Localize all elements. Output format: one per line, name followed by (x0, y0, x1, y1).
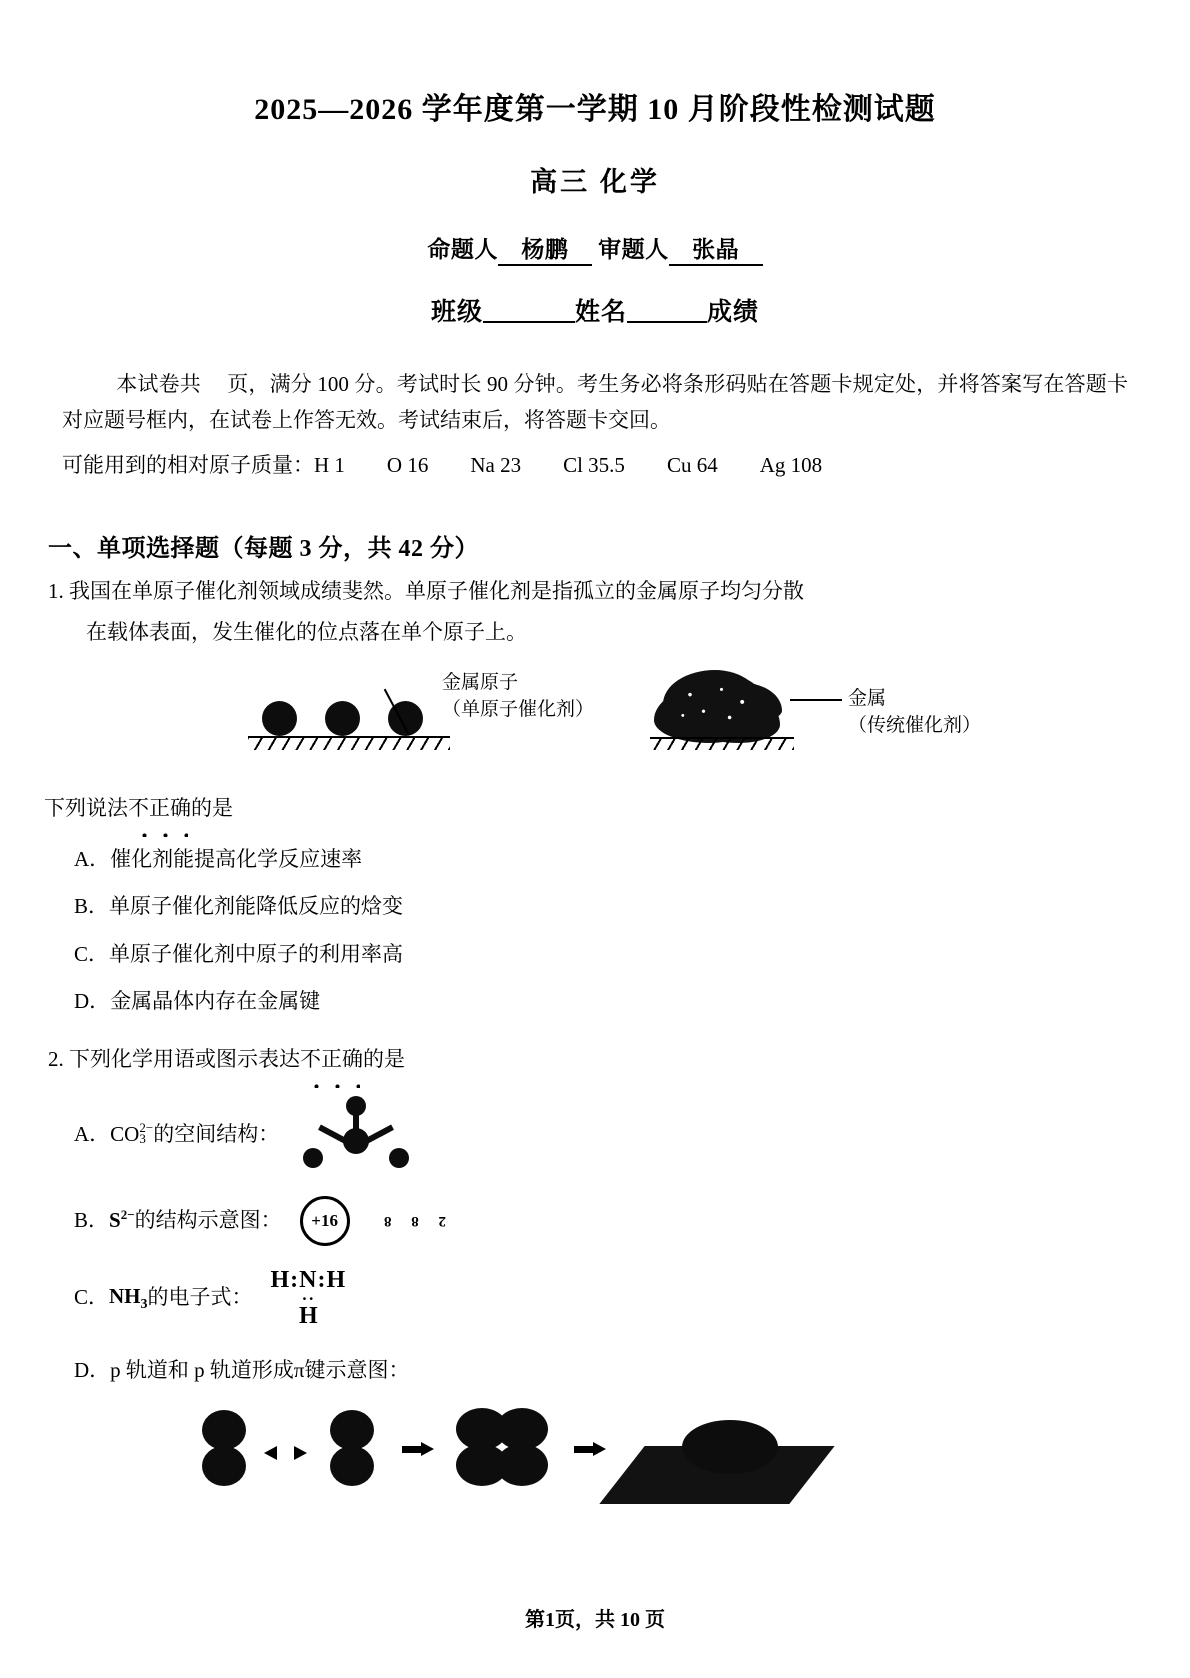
question-1-option-d[interactable] (74, 985, 1190, 1019)
metal-atom-icon (325, 701, 360, 736)
q2-option-c-label: C． (74, 1285, 110, 1310)
arrow-right-icon (294, 1446, 307, 1460)
question-2-stem-pre: 下列化学用语或图示表达 (69, 1047, 300, 1072)
mass-na: Na 23 (470, 453, 522, 478)
single-atom-label-line2: （单原子催化剂） (442, 699, 595, 721)
q2-option-a-formula (110, 1118, 153, 1152)
single-atom-catalyst-figure (0, 667, 1190, 785)
lewis-row-bottom: H (299, 1302, 318, 1329)
question-2-option-a[interactable] (74, 1098, 1190, 1172)
reviewer-label: 审题人 (598, 237, 669, 262)
question-1-option-a[interactable] (74, 843, 1190, 877)
pi-bond-formation-figure (190, 1402, 1190, 1512)
prompt-post: 的是 (191, 795, 233, 820)
q2-option-b-label: B． (74, 1208, 110, 1233)
q2-option-b-text: 的结构示意图： (134, 1208, 282, 1233)
oxygen-atom-icon (346, 1096, 366, 1116)
name-label: 姓名 (574, 299, 627, 326)
metal-cluster-icon (664, 673, 770, 737)
class-label: 班级 (430, 299, 483, 326)
q2-option-d-text: p 轨道和 p 轨道形成π键示意图： (110, 1357, 410, 1382)
carbon-atom-icon (343, 1128, 369, 1154)
byline (0, 231, 1190, 266)
mass-cl: Cl 35.5 (563, 453, 625, 478)
transition-arrow-icon-2 (574, 1446, 594, 1453)
question-2-number: 2. (48, 1047, 64, 1072)
pi-electron-cloud-icon (682, 1420, 778, 1474)
formula-superscript: 2− (139, 1119, 154, 1135)
support-hatching (248, 738, 450, 750)
author-name: 杨鹏 (498, 231, 592, 266)
mass-ag: Ag 108 (759, 453, 823, 478)
q2-option-c-formula (109, 1280, 148, 1317)
single-atom-label (442, 669, 594, 724)
prompt-pre: 下列说法 (44, 795, 128, 820)
question-1-option-b[interactable] (74, 890, 1190, 924)
traditional-label-line1: 金属 (848, 687, 887, 709)
prompt-emphasis: 不正确 (128, 789, 191, 829)
lone-pair-dots: ·· (301, 1288, 316, 1308)
option-a-text: 催化剂能提高化学反应速率 (110, 846, 363, 871)
question-1-stem-line1: 我国在单原子催化剂领域成绩斐然。单原子催化剂是指孤立的金属原子均匀分散 (69, 578, 804, 603)
reviewer-name: 张晶 (669, 231, 763, 266)
transition-arrow-head-icon-2 (593, 1442, 606, 1456)
question-1-stem-line2: 在载体表面，发生催化的位点落在单个原子上。 (86, 619, 527, 644)
page-title: 2025—2026 学年度第一学期 10 月阶段性检测试题 (254, 93, 936, 126)
single-atom-label-line1: 金属原子 (442, 671, 519, 693)
q2-option-b-formula (109, 1204, 135, 1238)
nucleus-charge-label: +16 (300, 1196, 350, 1246)
formula-superscript: 2− (120, 1207, 135, 1223)
shell-electron-counts: 2 8 8 (375, 1212, 446, 1229)
question-2-option-d[interactable] (74, 1354, 1190, 1388)
question-1-option-c[interactable] (74, 938, 1190, 972)
question-2-stem-post: 的是 (363, 1047, 405, 1072)
option-d-label: D． (74, 989, 111, 1014)
instructions-part1: 本试卷共 (116, 372, 201, 396)
metal-atom-icon (262, 701, 297, 736)
formula-base: S (109, 1208, 121, 1233)
orbital-overlap-icon (456, 1408, 552, 1488)
section-heading-1: 一、单项选择题（每题 3 分，共 42 分） (48, 535, 479, 562)
question-1 (48, 571, 1190, 653)
question-2 (48, 1039, 1190, 1080)
p-orbital-icon (330, 1410, 374, 1486)
student-info-line (0, 292, 1190, 328)
lewis-row-top: H:N:H (270, 1266, 347, 1293)
traditional-label-line2: （传统催化剂） (848, 715, 982, 737)
ammonia-lewis-figure (271, 1268, 347, 1328)
formula-base: CO (110, 1122, 140, 1147)
q2-option-a-text: 的空间结构： (153, 1122, 280, 1147)
question-2-stem-emphasis: 不正确 (300, 1039, 363, 1080)
oxygen-atom-icon (389, 1148, 409, 1168)
subject-title: 高三 化学 (530, 167, 660, 197)
question-2-option-b[interactable] (74, 1196, 1190, 1246)
question-1-prompt (44, 789, 1190, 829)
option-c-label: C． (74, 941, 110, 966)
instructions-part2: 页，满分 100 分。考试时长 90 分钟。考生务必将条形码贴在答题卡规定处，并将答案写在答题卡对应题号框内，在试卷上作答无效。考试结束后，将答题卡交回。 (62, 372, 1129, 433)
mass-o: O 16 (386, 453, 429, 478)
formula-subscript: 3 (140, 1296, 148, 1312)
arrow-left-icon (264, 1446, 277, 1460)
q2-option-a-label: A． (74, 1122, 111, 1147)
formula-subscript: 3 (139, 1131, 146, 1147)
option-a-label: A． (74, 846, 111, 871)
question-1-number: 1. (48, 578, 64, 603)
atomic-masses-line (62, 448, 1128, 484)
option-d-text: 金属晶体内存在金属键 (110, 989, 321, 1014)
transition-arrow-head-icon (421, 1442, 434, 1456)
transition-arrow-icon (402, 1446, 422, 1453)
leader-line-icon-2 (790, 699, 842, 702)
sulfide-shell-figure (300, 1196, 446, 1246)
instructions-paragraph (62, 366, 1128, 438)
option-b-text: 单原子催化剂能降低反应的焓变 (109, 894, 404, 919)
formula-base: NH (109, 1283, 141, 1308)
author-label: 命题人 (427, 237, 498, 262)
option-c-text: 单原子催化剂中原子的利用率高 (109, 941, 404, 966)
atomic-masses-label: 可能用到的相对原子质量： (62, 453, 314, 478)
q2-option-c-text: 的电子式： (147, 1285, 253, 1310)
mass-cu: Cu 64 (666, 453, 718, 478)
p-orbital-icon (202, 1410, 246, 1486)
traditional-catalyst-label (848, 685, 981, 740)
option-b-label: B． (74, 894, 110, 919)
carbonate-geometry-figure (297, 1098, 417, 1172)
score-label: 成绩 (707, 299, 760, 326)
name-blank[interactable] (627, 295, 707, 323)
class-blank[interactable] (483, 295, 575, 323)
page-footer: 第1页，共 10 页 (525, 1609, 665, 1631)
mass-h: H 1 (314, 453, 345, 478)
q2-option-d-label: D． (74, 1357, 111, 1382)
oxygen-atom-icon (303, 1148, 323, 1168)
question-2-option-c[interactable] (74, 1268, 1190, 1328)
support-hatching-2 (650, 739, 794, 750)
